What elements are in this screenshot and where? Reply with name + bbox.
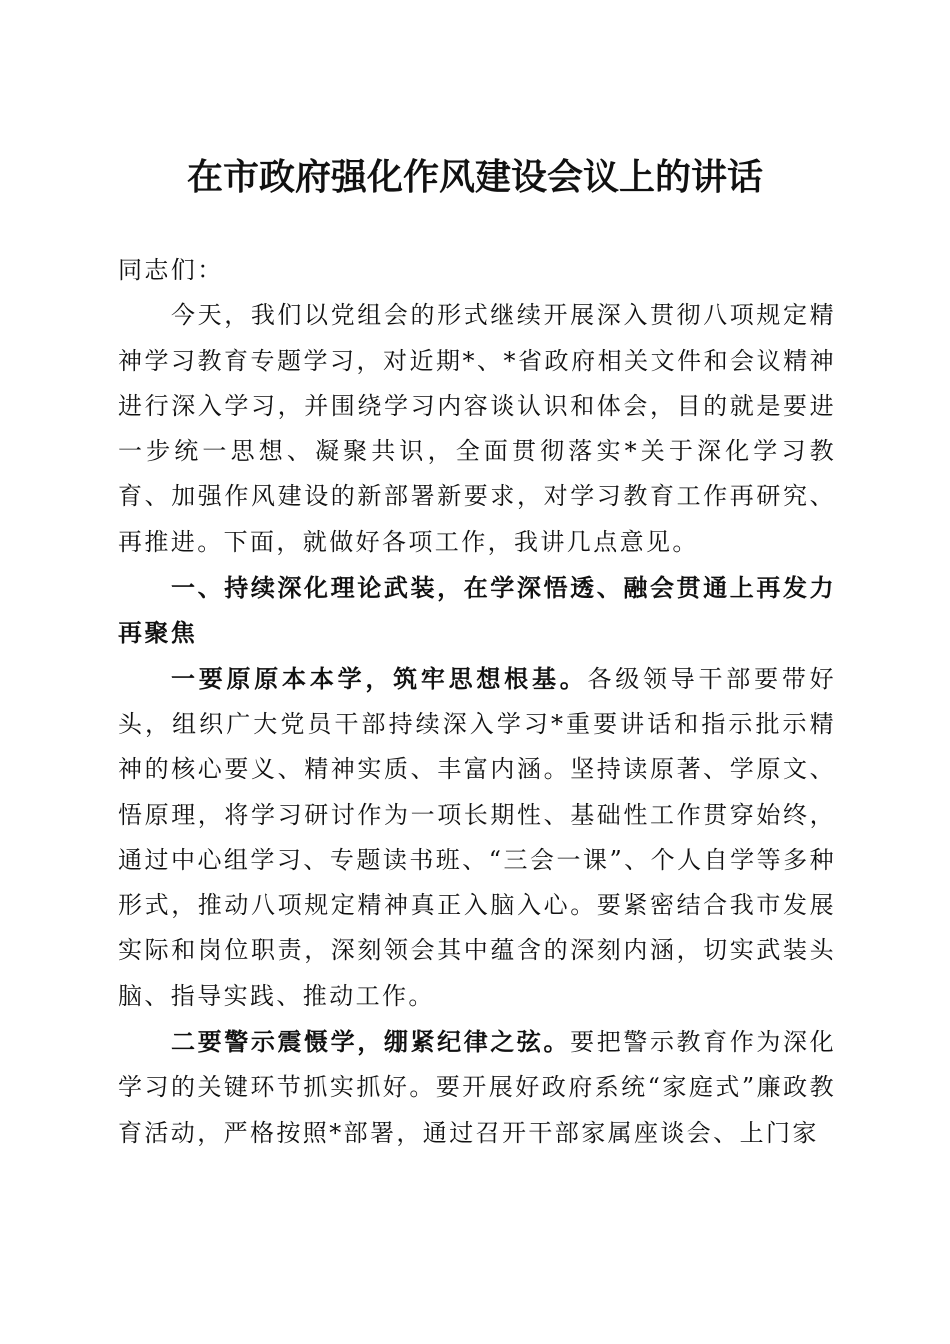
salutation: 同志们： — [118, 256, 224, 284]
section-heading: 一、持续深化理论武装，在学深悟透、融会贯通上再发力再聚焦 — [118, 573, 836, 648]
point-one-text: 各级领导干部要带好头，组织广大党员干部持续深入学习*重要讲话和指示批示精神的核心要义、精神实质、丰富内涵。坚持读原著、学原文、悟原理，将学习研讨作为一项长期性、基础性工作贯穿始终，通过中心组学习、专题读书班、“三会一课”、个人自学等多种形式，推动八项规定精神真正入脑入心。要紧密结合我市发展实际和岗位职责，深刻领会其中蕴含的深刻内涵，切实武装头脑、指导实践、推动工作。 — [118, 664, 837, 1010]
point-two-lead: 二要警示震慑学，绷紧纪律之弦。 — [171, 1027, 571, 1057]
point-two-paragraph — [118, 1019, 836, 1156]
document-title: 在市政府强化作风建设会议上的讲话 — [186, 156, 763, 198]
document-body — [118, 248, 836, 1156]
point-two-text: 要把警示教育作为深化学习的关键环节抓实抓好。要开展好政府系统“家庭式”廉政教育活动，严格按照*部署，通过召开干部家属座谈会、上门家 — [118, 1028, 836, 1147]
point-one-lead: 一要原原本本学，筑牢思想根基。 — [171, 663, 588, 693]
intro-paragraph: 今天，我们以党组会的形式继续开展深入贯彻八项规定精神学习教育专题学习，对近期*、*省政府相关文件和会议精神进行深入学习，并围绕学习内容谈认识和体会，目的就是要进一步统一思想、凝聚共识，全面贯彻落实*关于深化学习教育、加强作风建设的新部署新要求，对学习教育工作再研究、再推进。下面，就做好各项工作，我讲几点意见。 — [118, 301, 836, 556]
point-one-paragraph — [118, 656, 836, 1019]
